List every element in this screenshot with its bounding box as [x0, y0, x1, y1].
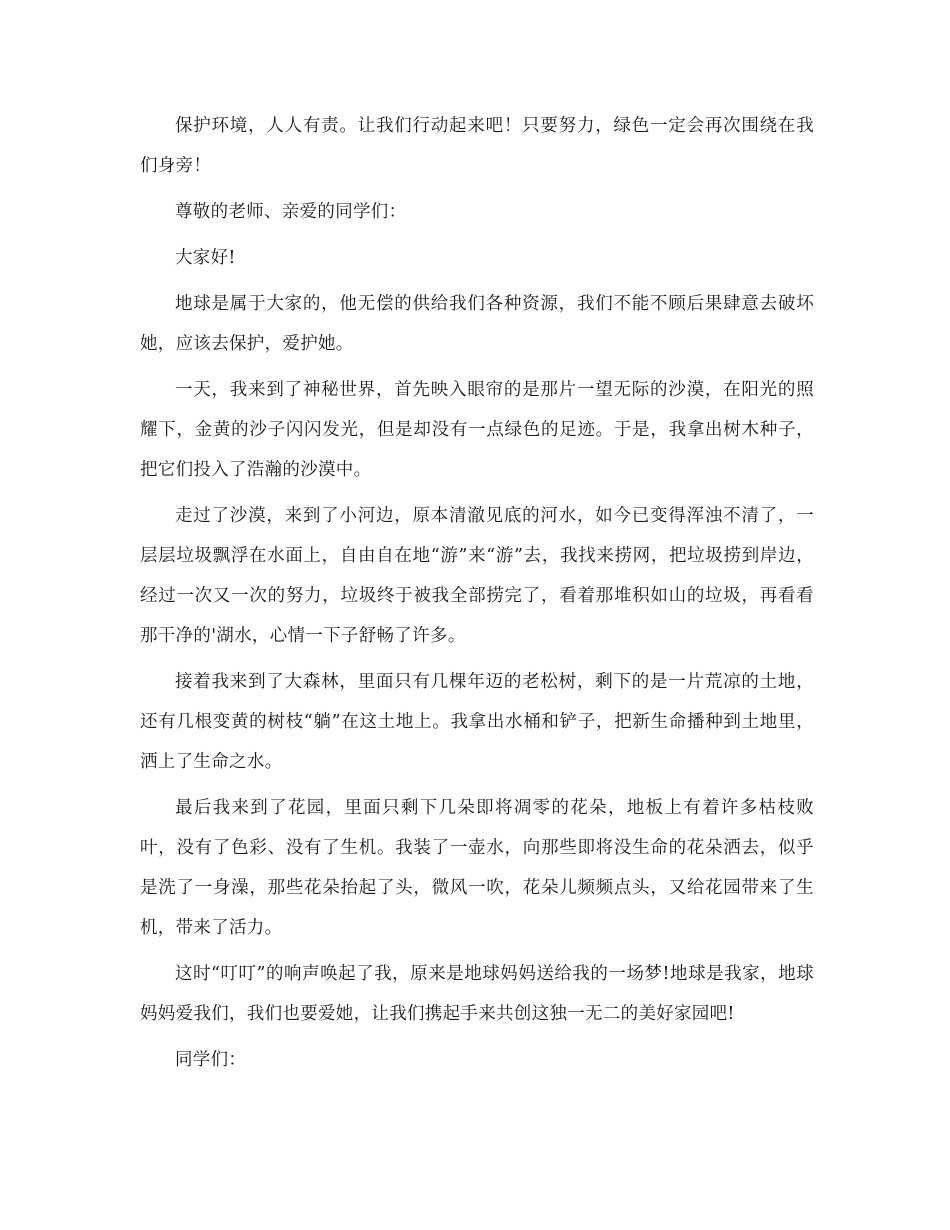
paragraph-body: 地球是属于大家的，他无偿的供给我们各种资源，我们不能不顾后果肆意去破坏她，应该去保护，爱护她。 [140, 294, 814, 354]
paragraph-body: 一天，我来到了神秘世界，首先映入眼帘的是那片一望无际的沙漠，在阳光的照耀下，金黄的沙子闪闪发光，但是却没有一点绿色的足迹。于是，我拿出树木种子，把它们投入了浩瀚的沙漠中。 [140, 380, 814, 480]
paragraph-address: 同学们： [175, 1050, 247, 1070]
paragraph-body: 这时“叮叮”的响声唤起了我，原来是地球妈妈送给我的一场梦!地球是我家，地球妈妈爱我们，我们也要爱她，让我们携起手来共创这独一无二的美好家园吧! [140, 964, 814, 1024]
paragraph-body: 最后我来到了花园，里面只剩下几朵即将凋零的花朵，地板上有着许多枯枝败叶，没有了色彩、没有了生机。我装了一壶水，向那些即将没生命的花朵洒去，似乎是洗了一身澡，那些花朵抬起了头，微风一吹，花朵儿频频点头，又给花园带来了生机，带来了活力。 [140, 798, 814, 938]
paragraph-closing: 保护环境，人人有责。让我们行动起来吧！只要努力，绿色一定会再次围绕在我们身旁！ [140, 116, 814, 176]
paragraph-body: 接着我来到了大森林，里面只有几棵年迈的老松树，剩下的是一片荒凉的土地，还有几根变黄的树枝“躺”在这土地上。我拿出水桶和铲子，把新生命播种到土地里，洒上了生命之水。 [140, 672, 814, 772]
paragraph-body: 走过了沙漠，来到了小河边，原本清澈见底的河水，如今已变得浑浊不清了，一层层垃圾飘浮在水面上，自由自在地“游”来“游”去，我找来捞网，把垃圾捞到岸边，经过一次又一次的努力，垃圾终于被我全部捞完了，看着那堆积如山的垃圾，再看看那干净的'湖水，心情一下子舒畅了许多。 [140, 506, 814, 646]
paragraph-salutation: 尊敬的老师、亲爱的同学们： [175, 202, 407, 222]
paragraph-greeting: 大家好! [175, 248, 236, 268]
document-page [140, 106, 814, 1086]
